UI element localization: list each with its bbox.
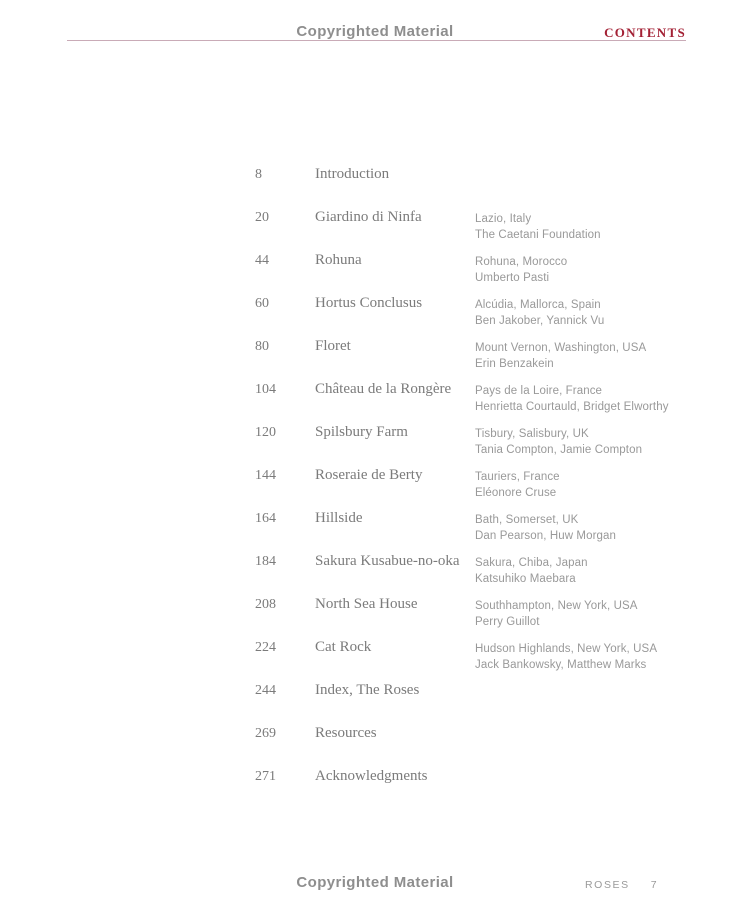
toc-page-number: 224 [255,640,276,655]
toc-row [255,768,690,811]
toc-row [255,252,690,295]
toc-entry-location: Sakura, Chiba, Japan [475,557,588,569]
toc-entry-title: Hortus Conclusus [315,295,423,311]
toc-entry-title: Rohuna [315,252,362,268]
toc-entry-people: Eléonore Cruse [475,487,557,499]
toc-page-number: 271 [255,769,276,784]
toc-page-number: 208 [255,597,276,612]
toc-entry-details [475,424,690,458]
toc-entry-details [475,510,690,544]
toc-entry-title: Giardino di Ninfa [315,209,422,225]
book-title-label: ROSES [585,879,630,891]
toc-entry-details [475,295,690,329]
toc-row [255,381,690,424]
toc-entry-title: Cat Rock [315,639,372,655]
toc-page-number: 8 [255,167,262,182]
toc-page-number: 104 [255,382,276,397]
toc-entry-location: Mount Vernon, Washington, USA [475,342,647,354]
toc-entry-title: Resources [315,725,377,741]
toc-row [255,725,690,768]
toc-entry-people: Henrietta Courtauld, Bridget Elworthy [475,401,669,413]
toc-page-number: 269 [255,726,276,741]
toc-entry-location: Tauriers, France [475,471,560,483]
toc-entry-people: The Caetani Foundation [475,229,601,241]
toc-page-number: 144 [255,468,276,483]
toc-entry-title: Sakura Kusabue-no-oka [315,553,460,569]
toc-entry-location: Southhampton, New York, USA [475,600,638,612]
toc-entry-details [475,381,690,415]
toc-entry-people: Erin Benzakein [475,358,554,370]
toc-page-number: 184 [255,554,276,569]
toc-row [255,510,690,553]
toc-entry-details [475,209,690,243]
toc-entry-details [475,166,690,168]
toc-row [255,209,690,252]
toc-page-number: 244 [255,683,276,698]
toc-entry-people: Tania Compton, Jamie Compton [475,444,643,456]
table-of-contents [255,166,690,811]
toc-row [255,295,690,338]
toc-page-number: 80 [255,339,269,354]
toc-entry-details [475,682,690,684]
toc-entry-details [475,252,690,286]
toc-entry-people: Perry Guillot [475,616,540,628]
toc-entry-details [475,639,690,673]
toc-entry-title: Hillside [315,510,363,526]
toc-entry-people: Umberto Pasti [475,272,550,284]
toc-entry-title: North Sea House [315,596,418,612]
toc-row [255,166,690,209]
header-rule [67,40,686,41]
toc-entry-title: Château de la Rongère [315,381,452,397]
toc-entry-details [475,725,690,727]
toc-row [255,682,690,725]
toc-entry-title: Acknowledgments [315,768,428,784]
toc-page-number: 164 [255,511,276,526]
toc-entry-location: Hudson Highlands, New York, USA [475,643,658,655]
bottom-watermark: Copyrighted Material [296,874,454,891]
toc-entry-people: Katsuhiko Maebara [475,573,576,585]
toc-entry-location: Tisbury, Salisbury, UK [475,428,589,440]
toc-page-number: 60 [255,296,269,311]
toc-entry-title: Roseraie de Berty [315,467,423,483]
toc-entry-location: Lazio, Italy [475,213,532,225]
toc-entry-title: Introduction [315,166,390,182]
toc-row [255,553,690,596]
toc-row [255,596,690,639]
footer-page-info [585,879,658,891]
toc-row [255,639,690,682]
toc-entry-location: Rohuna, Morocco [475,256,568,268]
toc-entry-details [475,467,690,501]
page-number: 7 [650,879,659,891]
toc-entry-location: Bath, Somerset, UK [475,514,579,526]
toc-entry-title: Floret [315,338,351,354]
toc-entry-people: Ben Jakober, Yannick Vu [475,315,605,327]
toc-entry-title: Spilsbury Farm [315,424,408,440]
toc-row [255,467,690,510]
toc-entry-details [475,553,690,587]
toc-row [255,338,690,381]
toc-entry-details [475,768,690,770]
toc-entry-people: Jack Bankowsky, Matthew Marks [475,659,647,671]
toc-row [255,424,690,467]
contents-heading: CONTENTS [604,25,686,40]
toc-page-number: 120 [255,425,276,440]
toc-entry-location: Alcúdia, Mallorca, Spain [475,299,601,311]
toc-page-number: 20 [255,210,269,225]
toc-page-number: 44 [255,253,269,268]
toc-entry-title: Index, The Roses [315,682,420,698]
top-watermark: Copyrighted Material [296,23,454,40]
toc-entry-location: Pays de la Loire, France [475,385,603,397]
toc-entry-people: Dan Pearson, Huw Morgan [475,530,617,542]
toc-entry-details [475,338,690,372]
toc-entry-details [475,596,690,630]
